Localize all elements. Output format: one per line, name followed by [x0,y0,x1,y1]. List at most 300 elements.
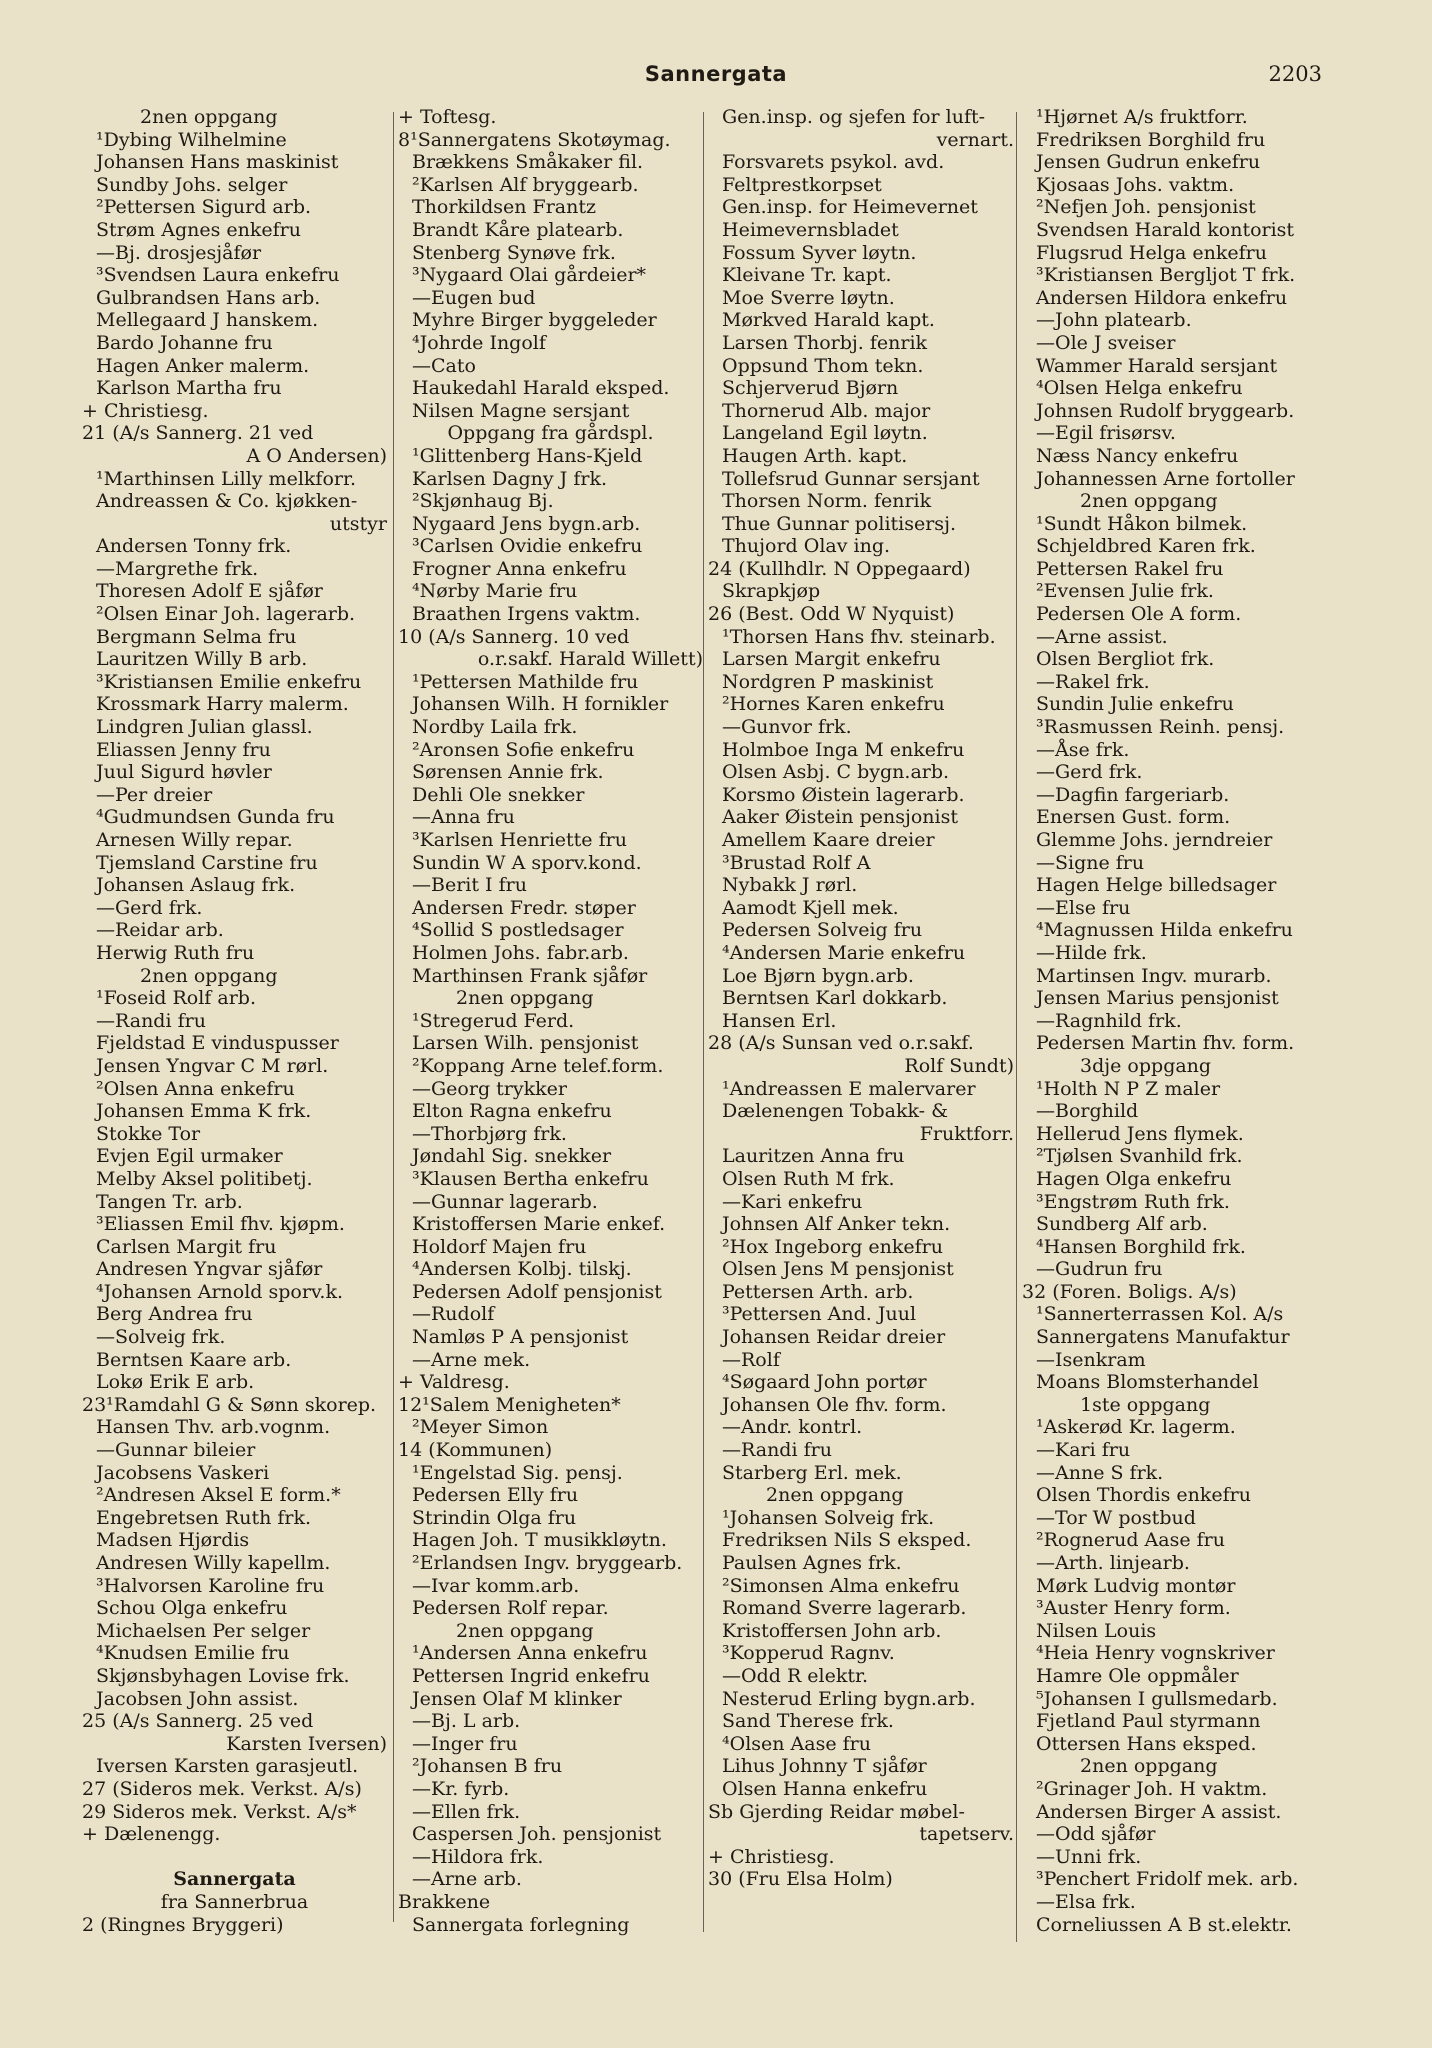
directory-entry: —Ragnhild frk. [1036,1009,1182,1032]
directory-entry: Tjemsland Carstine fru [96,851,318,874]
directory-entry: Fossum Syver løytn. [722,241,917,264]
directory-entry: Bergmann Selma fru [96,625,297,648]
directory-entry: ²Koppang Arne telef.form. [412,1054,664,1077]
directory-column-4 [1022,106,1332,1936]
directory-entry: Pedersen Ole A form. [1036,603,1242,626]
directory-entry: —Åse frk. [1036,738,1130,761]
directory-entry: ³Svendsen Laura enkefru [96,264,340,287]
directory-entry: —Randi fru [722,1439,832,1462]
directory-entry: Andreassen & Co. kjøkken- [96,490,358,513]
directory-entry: —Signe fru [1036,851,1145,874]
directory-entry: Johansen Reidar dreier [722,1326,946,1349]
directory-entry: Feltprestkorpset [722,173,882,196]
directory-entry: Jensen Yngvar C M rørl. [96,1054,329,1077]
directory-entry: ⁴Nørby Marie fru [412,580,578,603]
directory-entry: Lindgren Julian glassl. [96,716,313,739]
directory-entry: Tollefsrud Gunnar sersjant [722,467,980,490]
directory-entry: —Margrethe frk. [96,557,259,580]
directory-entry: ²Andresen Aksel E form.* [96,1484,341,1507]
directory-entry: 27 (Sideros mek. Verkst. A/s) [82,1777,362,1800]
directory-entry: —Arne assist. [1036,625,1168,648]
directory-entry: 2nen oppgang [456,1619,594,1642]
directory-entry: ³Halvorsen Karoline fru [96,1574,325,1597]
directory-entry: —Egil frisørsv. [1036,422,1176,445]
directory-entry: Myhre Birger byggeleder [412,309,657,332]
directory-entry: Pedersen Rolf repar. [412,1597,609,1620]
directory-entry: ³Auster Henry form. [1036,1597,1231,1620]
directory-entry: ¹Engelstad Sig. pensj. [412,1461,623,1484]
directory-entry: —Isenkram [1036,1348,1146,1371]
directory-entry: ³Penchert Fridolf mek. arb. [1036,1868,1299,1891]
directory-entry: ⁴Andersen Kolbj. tilskj. [412,1258,632,1281]
directory-entry: —Anne S frk. [1036,1461,1164,1484]
directory-entry: Herwig Ruth fru [96,941,255,964]
directory-entry: Sand Therese frk. [722,1710,894,1733]
directory-entry: 29 Sideros mek. Verkst. A/s* [82,1800,357,1823]
directory-entry: Olsen Ruth M frk. [722,1167,895,1190]
directory-entry: —Hilde frk. [1036,941,1147,964]
directory-entry: —Anna fru [412,806,515,829]
directory-entry: Elton Ragna enkefru [412,1100,612,1123]
directory-entry: —Gunnar bileier [96,1439,256,1462]
directory-entry: Strindin Olga fru [412,1506,577,1529]
directory-entry: —Arth. linjearb. [1036,1552,1190,1574]
directory-entry: 23¹Ramdahl G & Sønn skorep. [82,1393,377,1416]
directory-entry: Sundberg Alf arb. [1036,1213,1208,1236]
directory-entry: Gulbrandsen Hans arb. [96,286,321,309]
directory-entry: Larsen Thorbj. fenrik [722,331,928,354]
directory-entry: —Georg trykker [412,1077,567,1100]
directory-entry: + Christiesg. [708,1845,835,1868]
directory-entry: Moans Blomsterhandel [1036,1371,1259,1394]
directory-entry: Olsen Thordis enkefru [1036,1484,1251,1507]
directory-entry: Berntsen Karl dokkarb. [722,987,948,1010]
directory-entry: —Odd R elektr. [722,1664,869,1687]
directory-entry: Karlson Martha fru [96,377,282,400]
directory-entry: Haugen Arth. kapt. [722,444,908,467]
directory-entry: Fredriksen Nils S eksped. [722,1529,972,1552]
directory-entry: Heimevernsbladet [722,218,899,241]
directory-entry: ¹Sundt Håkon bilmek. [1036,512,1248,535]
directory-entry: Hagen Joh. T musikkløytn. [412,1529,667,1552]
directory-entry: + Dælenengg. [82,1823,221,1846]
column-rule [1016,112,1017,1942]
directory-entry: Hansen Erl. [722,1009,837,1032]
directory-entry: 2nen oppgang [140,106,278,128]
directory-entry: 2nen oppgang [1080,490,1218,513]
directory-entry: ⁴Gudmundsen Gunda fru [96,806,335,829]
directory-entry: Madsen Hjørdis [96,1529,250,1552]
directory-entry: Flugsrud Helga enkefru [1036,241,1267,264]
directory-entry: Caspersen Joh. pensjonist [412,1823,662,1846]
directory-entry: ⁴Søgaard John portør [722,1371,927,1394]
directory-entry: ⁴Andersen Marie enkefru [722,941,966,964]
directory-entry: —Borghild [1036,1100,1139,1123]
directory-entry: ³Kristiansen Emilie enkefru [96,670,362,693]
directory-entry: 3dje oppgang [1080,1054,1212,1077]
directory-entry: Carlsen Margit fru [96,1235,277,1258]
directory-entry: ³Kristiansen Bergljot T frk. [1036,264,1296,287]
directory-entry: ³Kopperud Ragnv. [722,1642,895,1665]
directory-entry: Johnsen Rudolf bryggearb. [1036,399,1295,422]
directory-entry: Enersen Gust. form. [1036,806,1231,829]
directory-entry: ³Nygaard Olai gårdeier* [412,264,647,287]
directory-entry: Brakkene [398,1890,491,1913]
directory-entry: Pedersen Elly fru [412,1484,579,1507]
directory-entry: ²Grinager Joh. H vaktm. [1036,1777,1268,1800]
directory-entry: Fredriksen Borghild fru [1036,128,1266,151]
directory-entry: —Thorbjørg frk. [412,1122,567,1145]
directory-entry: ¹Thorsen Hans fhv. steinarb. [722,625,996,648]
directory-entry: ¹Andersen Anna enkefru [412,1642,648,1665]
directory-entry: Nesterud Erling bygn.arb. [722,1687,976,1710]
directory-entry: ³Rasmussen Reinh. pensj. [1036,716,1285,739]
directory-entry: Nordby Laila frk. [412,716,578,739]
directory-entry: Pedersen Adolf pensjonist [412,1280,662,1303]
directory-entry: ³Pettersen And. Juul [722,1303,917,1326]
directory-entry: Thorsen Norm. fenrik [722,490,932,513]
directory-entry: ¹Holth N P Z maler [1036,1077,1221,1100]
directory-entry: Pettersen Rakel fru [1036,557,1224,580]
directory-entry: Ottersen Hans eksped. [1036,1732,1257,1755]
directory-entry: Melby Aksel politibetj. [96,1167,313,1190]
directory-entry: 2nen oppgang [456,987,594,1010]
directory-entry: Stokke Tor [96,1122,201,1145]
directory-entry: Pettersen Arth. arb. [722,1280,914,1303]
directory-entry: Evjen Egil urmaker [96,1145,283,1168]
directory-entry: Fruktforr. [919,1122,1014,1145]
directory-entry: ⁴Hansen Borghild frk. [1036,1235,1246,1258]
directory-entry: —Tor W postbud [1036,1506,1196,1529]
directory-entry: A O Andersen) [246,444,387,467]
directory-entry: 30 (Fru Elsa Holm) [708,1868,893,1891]
directory-entry: —Rolf [722,1348,780,1371]
directory-entry: + Christiesg. [82,399,209,422]
directory-entry: ³Eliassen Emil fhv. kjøpm. [96,1213,345,1236]
directory-entry: ¹Marthinsen Lilly melkforr. [96,467,356,490]
directory-entry: Forsvarets psykol. avd. [722,151,945,174]
directory-entry: Jøndahl Sig. snekker [412,1145,612,1168]
directory-entry: Hagen Anker malerm. [96,354,310,377]
directory-entry: Jacobsens Vaskeri [96,1461,270,1484]
directory-entry: —Ivar komm.arb. [412,1574,580,1597]
directory-entry: ²Rognerud Aase fru [1036,1529,1225,1552]
directory-entry: Amellem Kaare dreier [722,829,935,851]
directory-entry: —Ole J sveiser [1036,331,1176,354]
directory-entry: —Bj. drosjesjåfør [96,241,262,264]
directory-entry: Thoresen Adolf E sjåfør [96,580,323,603]
directory-entry: ¹Sannerterrassen Kol. A/s [1036,1303,1284,1326]
directory-entry: Holdorf Majen fru [412,1235,587,1258]
directory-entry: ⁴Heia Henry vognskriver [1036,1642,1275,1665]
directory-entry: Johansen Ole fhv. form. [722,1393,947,1416]
directory-entry: —Odd sjåfør [1036,1823,1156,1846]
directory-entry: ³Brustad Rolf A [722,851,871,874]
directory-entry: —Else fru [1036,896,1131,919]
directory-entry: Sørensen Annie frk. [412,761,604,784]
directory-entry: Moe Sverre løytn. [722,286,895,309]
directory-entry: —John platearb. [1036,309,1192,332]
directory-entry: Martinsen Ingv. murarb. [1036,964,1272,987]
directory-entry: Michaelsen Per selger [96,1619,311,1642]
directory-entry: Hagen Helge billedsager [1036,874,1277,897]
directory-entry: Lokø Erik E arb. [96,1371,255,1394]
directory-entry: vernart. [936,128,1014,151]
directory-entry: ¹Johansen Solveig frk. [722,1506,935,1529]
directory-entry: Pedersen Solveig fru [722,919,923,942]
directory-entry: —Randi fru [96,1009,206,1032]
directory-entry: Lauritzen Anna fru [722,1145,905,1168]
directory-entry: Mørk Ludvig montør [1036,1574,1236,1597]
directory-entry: —Per dreier [96,783,213,806]
directory-entry: —Eugen bud [412,286,536,309]
directory-entry: Johansen Hans maskinist [96,151,339,174]
directory-entry: o.r.sakf. Harald Willett) [477,648,703,671]
directory-entry: ¹Stregerud Ferd. [412,1009,575,1032]
directory-entry: ²Simonsen Alma enkefru [722,1574,960,1597]
directory-entry: Jacobsen John assist. [96,1687,299,1710]
directory-entry: Andersen Tonny frk. [96,535,292,558]
directory-entry: Lauritzen Willy B arb. [96,648,308,671]
directory-entry: Sannergata [173,1868,296,1891]
directory-entry: ⁴Johrde Ingolf [412,331,546,354]
directory-entry: Kristoffersen Marie enkef. [412,1213,666,1236]
directory-column-1 [82,106,387,1936]
directory-entry: Kristoffersen John arb. [722,1619,942,1642]
directory-entry: ²Hornes Karen enkefru [722,693,945,716]
column-rule [703,112,704,1932]
directory-entry: —Reidar arb. [96,919,224,942]
directory-entry: Frogner Anna enkefru [412,557,627,580]
directory-entry: Juul Sigurd høvler [96,761,272,784]
directory-entry: Skjønsbyhagen Lovise frk. [96,1664,350,1687]
directory-entry: —Kari enkefru [722,1190,863,1213]
directory-entry: Paulsen Agnes frk. [722,1552,902,1574]
directory-entry: ⁴Knudsen Emilie fru [96,1642,290,1665]
directory-entry: Braathen Irgens vaktm. [412,603,641,626]
directory-entry: —Arne mek. [412,1348,531,1371]
directory-entry: ²Evensen Julie frk. [1036,580,1214,603]
directory-entry: ²Pettersen Sigurd arb. [96,196,312,219]
directory-entry [82,1846,387,1869]
directory-entry: + Valdresg. [398,1371,510,1394]
directory-entry: Oppsund Thom tekn. [722,354,924,377]
directory-entry: Nilsen Magne sersjant [412,399,630,422]
directory-entry: —Gerd frk. [1036,761,1143,784]
directory-entry: —Hildora frk. [412,1845,544,1868]
directory-entry: —Solveig frk. [96,1326,226,1349]
directory-entry: Thornerud Alb. major [722,399,931,422]
directory-entry: —Bj. L arb. [412,1710,521,1733]
directory-entry: Tangen Tr. arb. [96,1190,243,1213]
directory-entry: —Arne arb. [412,1868,522,1891]
directory-entry: ³Karlsen Henriette fru [412,829,627,851]
page-number: 2203 [1268,62,1322,86]
directory-entry: Thue Gunnar politisersj. [722,512,956,535]
directory-entry: ¹Hjørnet A/s fruktforr. [1036,106,1248,128]
directory-entry: —Gunvor frk. [722,716,852,739]
directory-entry: Iversen Karsten garasjeutl. [96,1755,359,1778]
directory-entry: Mellegaard J hanskem. [96,309,319,332]
directory-entry: Sb Gjerding Reidar møbel- [708,1800,965,1823]
directory-entry: ³Klausen Bertha enkefru [412,1167,649,1190]
directory-entry: ⁴Johansen Arnold sporv.k. [96,1280,344,1303]
directory-entry: Thorkildsen Frantz [412,196,597,219]
directory-entry: Johansen Wilh. H fornikler [412,693,669,716]
directory-entry: Nilsen Louis [1036,1619,1157,1642]
directory-entry: Karsten Iversen) [226,1732,387,1755]
directory-entry: —Kari fru [1036,1439,1131,1462]
directory-entry: ²Tjølsen Svanhild frk. [1036,1145,1243,1168]
directory-entry: —Rakel frk. [1036,670,1150,693]
directory-entry: ²Aronsen Sofie enkefru [412,738,635,761]
directory-entry: ⁴Olsen Aase fru [722,1732,871,1755]
directory-entry: 32 (Foren. Boligs. A/s) [1022,1280,1237,1303]
directory-entry: 21 (A/s Sannerg. 21 ved [82,422,314,445]
directory-entry: ¹Dybing Wilhelmine [96,128,287,151]
directory-entry: —Gerd frk. [96,896,203,919]
directory-entry: ⁴Sollid S postledsager [412,919,624,942]
directory-entry: Bardo Johanne fru [96,331,273,354]
directory-entry: Skrapkjøp [722,580,821,603]
page-title: Sannergata [644,62,788,86]
directory-entry: ²Karlsen Alf bryggearb. [412,173,639,196]
directory-entry: Strøm Agnes enkefru [96,218,301,241]
directory-column-2 [398,106,703,1936]
directory-entry: Pedersen Martin fhv. form. [1036,1032,1295,1055]
directory-entry: Andersen Hildora enkefru [1036,286,1288,309]
directory-entry: Nybakk J rørl. [722,874,858,897]
directory-entry: 28 (A/s Sunsan ved o.r.sakf. [708,1032,974,1055]
directory-entry: ¹Andreassen E malervarer [722,1077,976,1100]
directory-entry: Corneliussen A B st.elektr. [1036,1913,1292,1936]
directory-entry: Romand Sverre lagerarb. [722,1597,967,1620]
directory-entry: + Toftesg. [398,106,497,128]
directory-entry: ³Carlsen Ovidie enkefru [412,535,643,558]
directory-column-3 [708,106,1014,1891]
directory-entry: —Unni frk. [1036,1845,1142,1868]
directory-entry: Dehli Ole snekker [412,783,585,806]
directory-entry: Hagen Olga enkefru [1036,1167,1232,1190]
directory-entry: fra Sannerbrua [160,1890,309,1913]
directory-entry: Brandt Kåre platearb. [412,218,624,241]
directory-entry: ¹Glittenberg Hans-Kjeld [412,444,643,467]
directory-entry: Gen.insp. for Heimevernet [722,196,978,219]
directory-entry: Sannergata forlegning [412,1913,630,1936]
directory-entry: Berg Andrea fru [96,1303,253,1326]
directory-entry: Gen.insp. og sjefen for luft- [722,106,986,128]
directory-entry: ³Engstrøm Ruth frk. [1036,1190,1230,1213]
directory-entry: Johannessen Arne fortoller [1036,467,1295,490]
directory-entry: 14 (Kommunen) [398,1439,553,1462]
directory-entry: Brækkens Småkaker fil. [412,151,644,174]
directory-entry: —Gunnar lagerarb. [412,1190,598,1213]
directory-entry: Sundin W A sporv.kond. [412,851,642,874]
directory-entry: Schou Olga enkefru [96,1597,288,1620]
directory-entry: Starberg Erl. mek. [722,1461,902,1484]
directory-entry: ¹Askerød Kr. lagerm. [1036,1416,1236,1439]
directory-entry: Thujord Olav ing. [722,535,891,558]
directory-entry: Hamre Ole oppmåler [1036,1664,1239,1687]
directory-entry: 2nen oppgang [140,964,278,987]
column-rule [393,112,394,1922]
directory-entry: Svendsen Harald kontorist [1036,218,1295,241]
directory-entry: Olsen Jens M pensjonist [722,1258,954,1281]
directory-entry: ²Johansen B fru [412,1755,563,1778]
directory-entry: ²Skjønhaug Bj. [412,490,554,513]
directory-entry: 26 (Best. Odd W Nyquist) [708,603,955,626]
directory-entry: Holmboe Inga M enkefru [722,738,965,761]
directory-entry: Olsen Asbj. C bygn.arb. [722,761,950,784]
directory-entry: Andersen Fredr. støper [412,896,636,919]
directory-entry: 25 (A/s Sannerg. 25 ved [82,1710,314,1733]
directory-entry: ²Erlandsen Ingv. bryggearb. [412,1552,683,1574]
directory-entry: Andresen Yngvar sjåfør [96,1258,323,1281]
directory-entry: Fjeldstad E vinduspusser [96,1032,339,1055]
directory-entry: Loe Bjørn bygn.arb. [722,964,914,987]
directory-entry: Aaker Øistein pensjonist [722,806,958,829]
directory-entry: —Cato [412,354,476,377]
directory-entry: Kleivane Tr. kapt. [722,264,892,287]
directory-entry: Holmen Johs. fabr.arb. [412,941,629,964]
directory-entry: Mørkved Harald kapt. [722,309,935,332]
directory-entry: ⁵Johansen I gullsmedarb. [1036,1687,1278,1710]
directory-entry: Namløs P A pensjonist [412,1326,629,1349]
directory-entry: Haukedahl Harald eksped. [412,377,670,400]
directory-entry: Sundby Johs. selger [96,173,288,196]
directory-entry: Langeland Egil løytn. [722,422,928,445]
directory-entry: ¹Foseid Rolf arb. [96,987,256,1010]
directory-entry: ²Olsen Anna enkefru [96,1077,295,1100]
directory-entry: Larsen Wilh. pensjonist [412,1032,639,1055]
directory-entry: 2nen oppgang [1080,1755,1218,1778]
directory-entry: 12¹Salem Menigheten* [398,1393,621,1416]
directory-entry: —Rudolf [412,1303,495,1326]
directory-entry: Marthinsen Frank sjåfør [412,964,648,987]
directory-entry: tapetserv. [919,1823,1014,1846]
directory-entry: Johansen Aslaug frk. [96,874,296,897]
directory-entry: Lihus Johnny T sjåfør [722,1755,927,1778]
directory-entry: Nygaard Jens bygn.arb. [412,512,641,535]
directory-entry: 24 (Kullhdlr. N Oppegaard) [708,557,971,580]
directory-entry: ¹Pettersen Mathilde fru [412,670,639,693]
page-header [0,62,1432,96]
directory-entry: ²Hox Ingeborg enkefru [722,1235,944,1258]
directory-entry: ⁴Olsen Helga enkefru [1036,377,1243,400]
directory-entry: —Ellen frk. [412,1800,521,1823]
directory-entry: —Inger fru [412,1732,518,1755]
directory-entry: Fjetland Paul styrmann [1036,1710,1261,1733]
directory-entry: Næss Nancy enkefru [1036,444,1239,467]
directory-entry: 2 (Ringnes Bryggeri) [82,1913,284,1936]
directory-entry: Eliassen Jenny fru [96,738,271,761]
directory-entry: Rolf Sundt) [904,1054,1014,1077]
directory-entry: —Berit I fru [412,874,527,897]
directory-entry: Korsmo Øistein lagerarb. [722,783,965,806]
directory-entry: Jensen Gudrun enkefru [1036,151,1261,174]
directory-entry: Oppgang fra gårdspl. [447,422,654,445]
directory-entry: Olsen Bergliot frk. [1036,648,1215,671]
directory-entry: Andersen Birger A assist. [1036,1800,1282,1823]
directory-entry: ²Meyer Simon [412,1416,549,1439]
directory-entry: Dælenengen Tobakk- & [722,1100,949,1123]
directory-entry: 10 (A/s Sannerg. 10 ved [398,625,630,648]
directory-entry: Hansen Thv. arb.vognm. [96,1416,331,1439]
directory-entry: Olsen Hanna enkefru [722,1777,928,1800]
directory-entry: Johansen Emma K frk. [96,1100,312,1123]
directory-entry: —Elsa frk. [1036,1890,1136,1913]
directory-entry: 8¹Sannergatens Skotøymag. [398,128,671,151]
